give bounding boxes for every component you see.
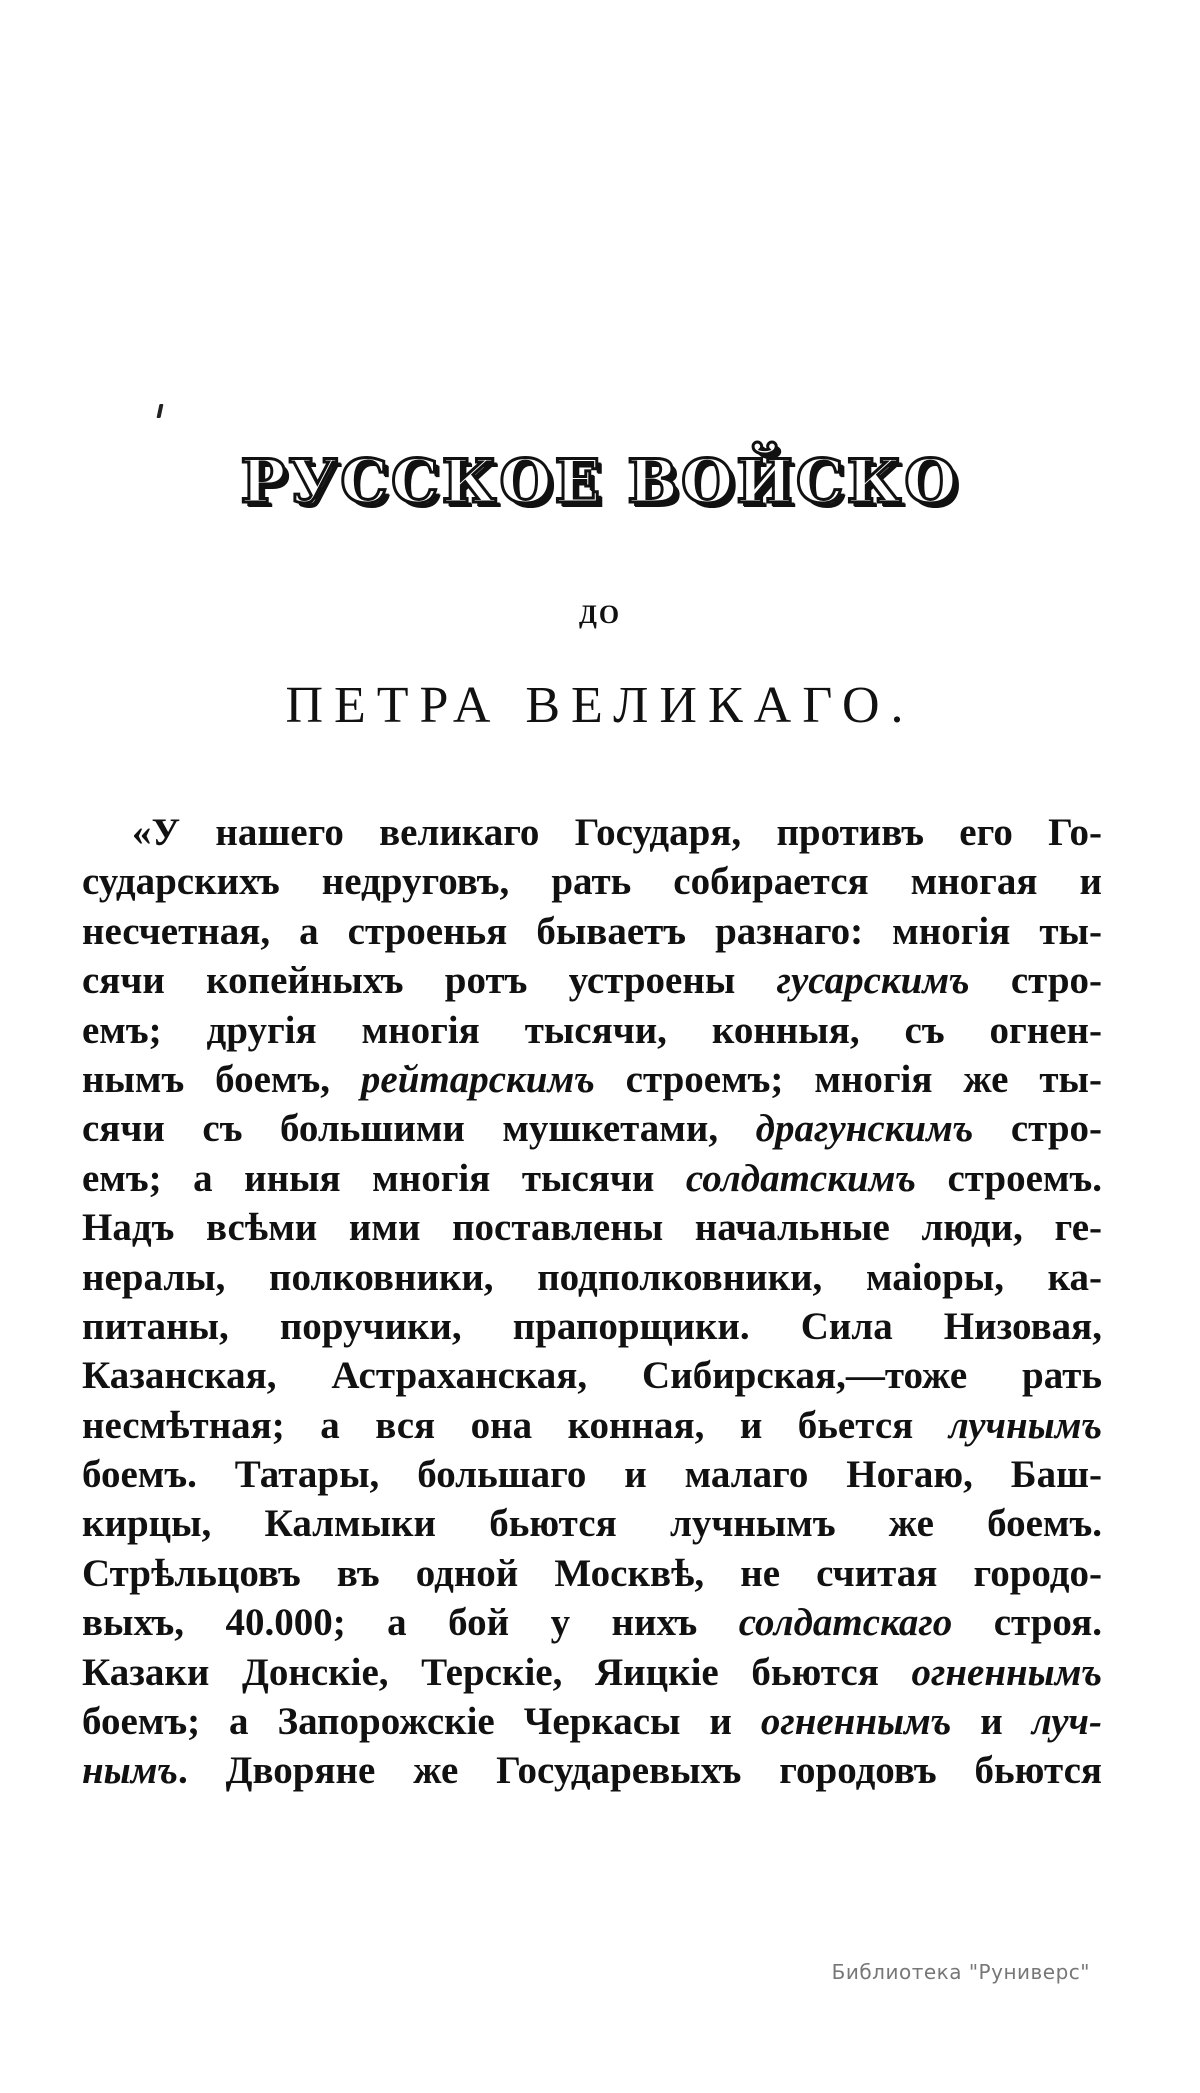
text-segment: Казанская, Астраханская, Сибирская,—тоже рать	[82, 1354, 1102, 1398]
text-segment: емъ; а иныя многія тысячи	[82, 1156, 686, 1200]
text-line	[82, 1006, 1102, 1055]
text-line	[82, 1746, 1102, 1795]
text-line	[82, 1253, 1102, 1302]
text-segment: сячи копейныхъ ротъ устроены	[82, 959, 777, 1003]
text-line	[82, 1598, 1102, 1647]
text-segment: сячи съ большими мушкетами,	[82, 1107, 756, 1151]
page-title: РУССКОЕ ВОЙСКО	[240, 447, 960, 517]
text-segment: строя.	[952, 1601, 1102, 1645]
text-segment: строемъ.	[915, 1156, 1102, 1200]
text-segment: Надъ всѣми ими поставлены начальные люди, ге-	[82, 1206, 1102, 1250]
text-line	[82, 907, 1102, 956]
text-line	[82, 1154, 1102, 1203]
text-line	[82, 1697, 1102, 1746]
text-segment: . Дворяне же Государевыхъ городовъ бьются	[177, 1749, 1102, 1793]
title-connector: ДО	[578, 600, 622, 629]
text-line	[82, 1302, 1102, 1351]
italic-term: луч-	[1031, 1700, 1102, 1744]
italic-term: огненнымъ	[911, 1650, 1102, 1694]
text-segment: нералы, полковники, подполковники, маіоры, ка-	[82, 1255, 1102, 1299]
text-segment: строемъ; многія же ты-	[594, 1057, 1102, 1101]
text-line	[82, 1549, 1102, 1598]
text-segment: емъ; другія многія тысячи, конныя, съ огнен-	[82, 1008, 1102, 1052]
text-segment: нымъ боемъ,	[82, 1057, 361, 1101]
text-segment: выхъ, 40.000; а бой у нихъ	[82, 1601, 739, 1645]
text-line	[82, 1203, 1102, 1252]
italic-term: лучнымъ	[948, 1403, 1102, 1447]
text-segment: несмѣтная; а вся она конная, и бьется	[82, 1403, 949, 1447]
text-segment: сударскихъ недруговъ, рать собирается многая и	[82, 860, 1102, 904]
text-segment: стро-	[973, 1107, 1102, 1151]
italic-term: нымъ	[82, 1749, 178, 1793]
text-line	[82, 1648, 1102, 1697]
text-segment: стро-	[969, 959, 1102, 1003]
text-segment: и	[951, 1700, 1032, 1744]
italic-term: солдатскаго	[738, 1601, 953, 1645]
text-segment: несчетная, а строенья бываетъ разнаго: многія ты-	[82, 909, 1102, 953]
italic-term: огненнымъ	[760, 1700, 952, 1744]
page-subtitle: ПЕТРА ВЕЛИКАГО.	[285, 677, 915, 734]
library-watermark: Библиотека "Руниверс"	[831, 1960, 1090, 1984]
text-segment: боемъ; а Запорожскіе Черкасы и	[82, 1700, 761, 1744]
stray-ink-mark	[157, 404, 164, 418]
text-line	[82, 857, 1102, 906]
italic-term: солдатскимъ	[685, 1156, 916, 1200]
text-segment: питаны, поручики, прапорщики. Сила Низовая,	[82, 1304, 1102, 1348]
body-text	[82, 808, 1102, 1796]
text-segment: «У нашего великаго Государя, противъ его Го-	[132, 811, 1102, 854]
italic-term: рейтарскимъ	[360, 1057, 595, 1101]
text-segment: боемъ. Татары, большаго и малаго Ногаю, Баш-	[82, 1453, 1102, 1497]
text-line	[82, 808, 1102, 857]
text-segment: Стрѣльцовъ въ одной Москвѣ, не считая городо-	[82, 1551, 1102, 1595]
text-line	[82, 1351, 1102, 1400]
text-line	[82, 1450, 1102, 1499]
text-line	[82, 1499, 1102, 1548]
italic-term: драгунскимъ	[755, 1107, 974, 1151]
text-line	[82, 1104, 1102, 1153]
text-segment: Казаки Донскіе, Терскіе, Яицкіе бьются	[82, 1650, 912, 1694]
text-line	[82, 1055, 1102, 1104]
text-line	[82, 1401, 1102, 1450]
text-line	[82, 956, 1102, 1005]
text-segment: кирцы, Калмыки бьются лучнымъ же боемъ.	[82, 1502, 1102, 1546]
italic-term: гусарскимъ	[776, 959, 970, 1003]
